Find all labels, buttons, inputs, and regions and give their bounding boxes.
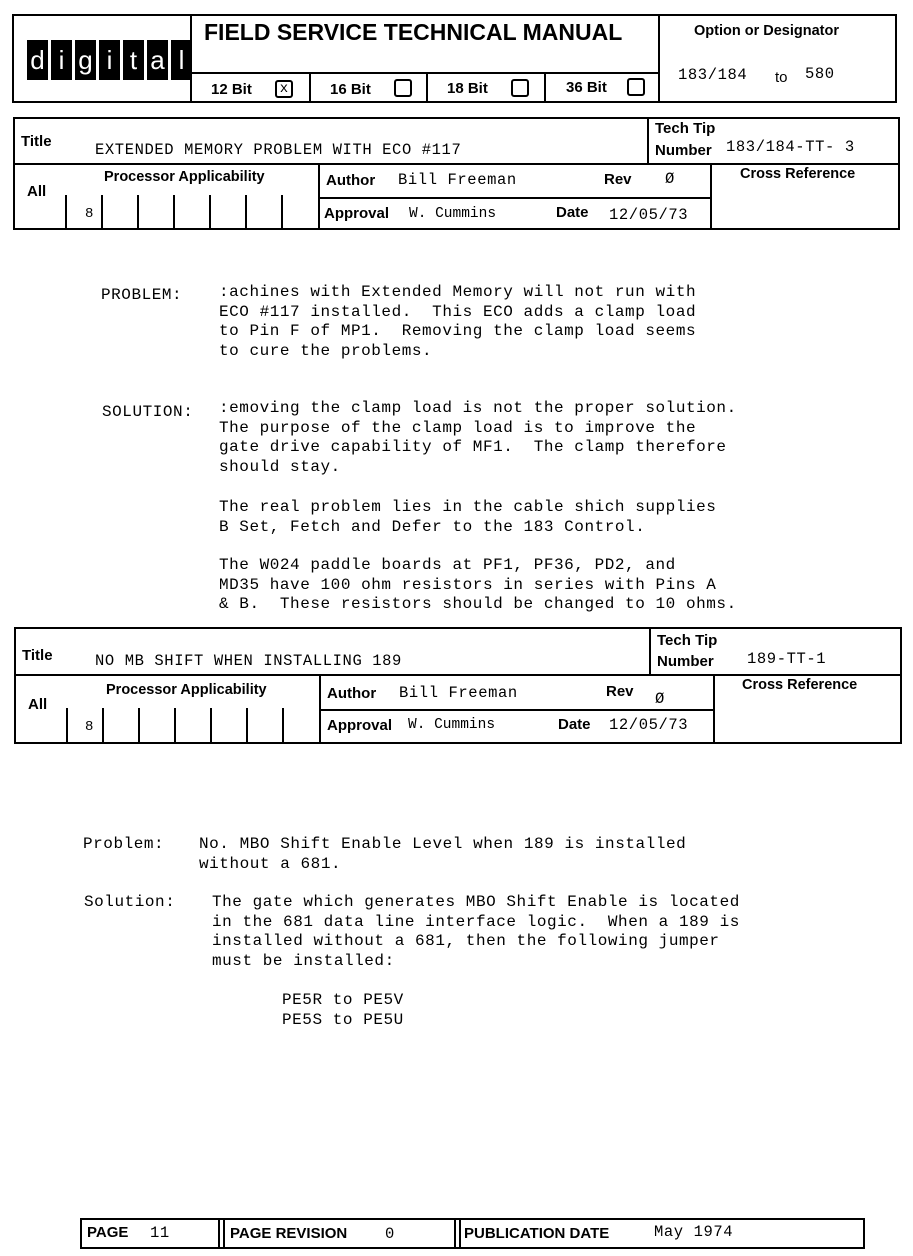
problem-label: PROBLEM: bbox=[101, 286, 183, 304]
proc-grid-line bbox=[102, 708, 104, 742]
proc-grid-line bbox=[174, 708, 176, 742]
option-designator-label: Option or Designator bbox=[694, 23, 839, 39]
tech-tip-number: 189-TT-1 bbox=[747, 650, 827, 668]
form-divider bbox=[649, 627, 651, 675]
bit-option-16-checkbox[interactable] bbox=[394, 79, 412, 97]
all-label: All bbox=[27, 183, 47, 200]
proc-grid-line bbox=[210, 708, 212, 742]
rev-value: Ø bbox=[665, 170, 675, 188]
processor-value: 8 bbox=[85, 206, 94, 222]
solution-label: Solution: bbox=[84, 893, 176, 911]
proc-grid-line bbox=[282, 708, 284, 742]
rev-label: Rev bbox=[604, 171, 632, 188]
page-label: PAGE bbox=[87, 1224, 129, 1241]
proc-grid-line bbox=[245, 195, 247, 228]
proc-grid-line bbox=[138, 708, 140, 742]
bit-option-16-label: 16 Bit bbox=[330, 81, 371, 98]
cross-reference-label: Cross Reference bbox=[740, 166, 856, 182]
rev-value: Ø bbox=[655, 690, 665, 708]
proc-grid-line bbox=[66, 742, 319, 744]
proc-grid-line bbox=[66, 708, 68, 742]
publication-date-label: PUBLICATION DATE bbox=[464, 1225, 610, 1242]
option-designator-from: 183/184 bbox=[678, 66, 748, 84]
digital-logo bbox=[27, 40, 192, 80]
tech-tip-title: NO MB SHIFT WHEN INSTALLING 189 bbox=[95, 652, 402, 670]
title-label: Title bbox=[21, 133, 52, 150]
date-value: 12/05/73 bbox=[609, 206, 689, 224]
solution-text: The gate which generates MBO Shift Enable is located in the 681 data line interface logic. When a 189 is installed without a 681, then the following jumper must be installed: bbox=[212, 893, 740, 970]
date-label: Date bbox=[556, 204, 589, 221]
bit-option-18-checkbox[interactable] bbox=[511, 79, 529, 97]
number-label: Number bbox=[657, 653, 714, 670]
bit-divider bbox=[544, 72, 546, 103]
number-label: Number bbox=[655, 142, 712, 159]
logo-letter: a bbox=[147, 40, 168, 80]
option-designator-to: 580 bbox=[805, 65, 835, 83]
tech-tip-label: Tech Tip bbox=[657, 632, 718, 649]
option-designator-to-label: to bbox=[775, 69, 788, 86]
form-divider bbox=[13, 163, 900, 165]
form-divider bbox=[14, 674, 902, 676]
form-divider bbox=[318, 197, 711, 199]
proc-grid-line bbox=[246, 708, 248, 742]
proc-grid-line bbox=[173, 195, 175, 228]
author-label: Author bbox=[327, 685, 377, 702]
bit-divider bbox=[309, 72, 311, 103]
title-label: Title bbox=[22, 647, 53, 664]
publication-date-value: May 1974 bbox=[654, 1223, 734, 1241]
proc-grid-line bbox=[65, 228, 318, 230]
bit-divider bbox=[426, 72, 428, 103]
all-label: All bbox=[28, 696, 48, 713]
processor-applicability-label: Processor Applicability bbox=[104, 169, 265, 185]
logo-letter: l bbox=[171, 40, 192, 80]
bit-option-18-label: 18 Bit bbox=[447, 80, 488, 97]
problem-label: Problem: bbox=[83, 835, 165, 853]
footer-divider bbox=[218, 1218, 220, 1249]
header-divider bbox=[190, 72, 659, 74]
problem-text: :achines with Extended Memory will not run with ECO #117 installed. This ECO adds a clamp load to Pin F of MP1. Removing the clamp load seems to cure the problems. bbox=[219, 283, 697, 360]
author-label: Author bbox=[326, 172, 376, 189]
proc-grid-line bbox=[65, 195, 67, 228]
logo-letter: i bbox=[99, 40, 120, 80]
solution-label: SOLUTION: bbox=[102, 403, 194, 421]
logo-letter: d bbox=[27, 40, 48, 80]
proc-grid-line bbox=[101, 195, 103, 228]
solution-text: The real problem lies in the cable shich supplies B Set, Fetch and Defer to the 183 Control. bbox=[219, 498, 717, 536]
page-number: 11 bbox=[150, 1224, 170, 1242]
date-label: Date bbox=[558, 716, 591, 733]
approval-label: Approval bbox=[324, 205, 390, 222]
page-revision-label: PAGE REVISION bbox=[230, 1225, 348, 1242]
bit-option-36-checkbox[interactable] bbox=[627, 78, 645, 96]
bit-option-12-checkbox[interactable]: x bbox=[275, 80, 293, 98]
tech-tip-title: EXTENDED MEMORY PROBLEM WITH ECO #117 bbox=[95, 141, 462, 159]
jumper-list: PE5R to PE5V PE5S to PE5U bbox=[282, 991, 404, 1029]
header-divider bbox=[658, 14, 660, 103]
footer-divider bbox=[459, 1218, 461, 1249]
logo-letter: g bbox=[75, 40, 96, 80]
cross-reference-label: Cross Reference bbox=[742, 677, 858, 693]
form-divider bbox=[647, 117, 649, 164]
problem-text: No. MBO Shift Enable Level when 189 is installed without a 681. bbox=[199, 835, 687, 873]
author-value: Bill Freeman bbox=[399, 684, 518, 702]
proc-grid-line bbox=[137, 195, 139, 228]
processor-applicability-label: Processor Applicability bbox=[106, 682, 267, 698]
logo-letter: i bbox=[51, 40, 72, 80]
page-revision-value: 0 bbox=[385, 1225, 395, 1243]
approval-value: W. Cummins bbox=[409, 206, 497, 222]
footer-divider bbox=[454, 1218, 456, 1249]
bit-option-36-label: 36 Bit bbox=[566, 79, 607, 96]
proc-grid-line bbox=[209, 195, 211, 228]
approval-value: W. Cummins bbox=[408, 717, 496, 733]
author-value: Bill Freeman bbox=[398, 171, 517, 189]
logo-letter: t bbox=[123, 40, 144, 80]
date-value: 12/05/73 bbox=[609, 716, 689, 734]
solution-text: The W024 paddle boards at PF1, PF36, PD2, and MD35 have 100 ohm resistors in series with Pins A & B. These resistors should be changed to 10 ohms. bbox=[219, 556, 737, 613]
approval-label: Approval bbox=[327, 717, 393, 734]
rev-label: Rev bbox=[606, 683, 634, 700]
manual-title: FIELD SERVICE TECHNICAL MANUAL bbox=[204, 19, 623, 45]
form-divider bbox=[319, 709, 714, 711]
solution-text: :emoving the clamp load is not the proper solution. The purpose of the clamp load is to improve the gate drive capability of MF1. The clamp therefore should stay. bbox=[219, 399, 737, 476]
footer-divider bbox=[223, 1218, 225, 1249]
processor-value: 8 bbox=[85, 719, 94, 735]
tech-tip-label: Tech Tip bbox=[655, 120, 716, 137]
bit-option-12-label: 12 Bit bbox=[211, 81, 252, 98]
proc-grid-line bbox=[281, 195, 283, 228]
tech-tip-number: 183/184-TT- 3 bbox=[726, 138, 855, 156]
